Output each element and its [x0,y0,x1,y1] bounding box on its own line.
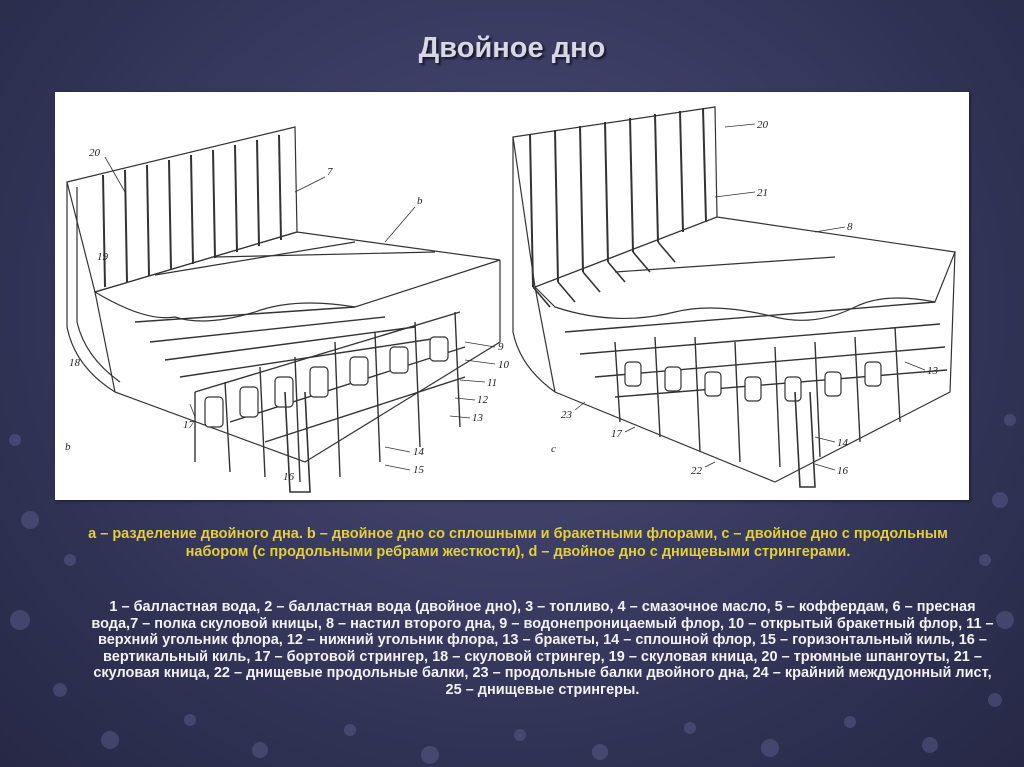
left-structure-drawing [67,127,500,492]
figure-caption: a – разделение двойного дна. b – двойное дно со сплошными и бракетными флорами, c – двойное дно с продольным набором (с продольными ребрами жесткости), d – двойное дно с днищевыми стрингерами. [88,526,948,560]
label-8: 8 [847,221,853,233]
label-15: 15 [413,464,424,476]
label-19: 19 [97,251,108,263]
label-10: 10 [498,359,509,371]
label-20-left: 20 [89,147,100,159]
slide-title: Двойное дно [418,32,606,64]
label-22: 22 [691,465,702,477]
double-bottom-drawing [55,92,969,500]
label-17-left: 17 [183,419,194,431]
label-23: 23 [561,409,572,421]
label-12: 12 [477,394,488,406]
legend-text: 1 – балластная вода, 2 – балластная вода (двойное дно), 3 – топливо, 4 – смазочное масло, 5 – коффердам, 6 – пресная вода,7 – полка скуловой кницы, 8 – настил второго дна, 9 – водонепроницаемый флор, 10 – открытый бракетный флор, 11 – верхний угольник флора, 12 – нижний угольник флора, 13 – бракеты, 14 – сплошной флор, 15 – горизонтальный киль, 16 – вертикальный киль, 17 – бортовой стрингер, 18 – скуловой стрингер, 19 – скуловая кница, 20 – трюмные шпангоуты, 21 – скуловая кница, 22 – днищевые продольные балки, 23 – продольные балки двойного дна, 24 – крайний междудонный лист, 25 – днищевые стрингеры. [91,599,994,698]
label-11: 11 [487,377,498,389]
label-9: 9 [498,341,504,353]
label-7: 7 [327,166,333,178]
label-18: 18 [69,357,80,369]
label-b-corner: b [65,441,71,453]
label-21: 21 [757,187,768,199]
figure-labels [65,119,939,483]
label-14-left: 14 [413,446,424,458]
label-13-left: 13 [472,412,483,424]
label-16-left: 16 [283,471,294,483]
label-20-right: 20 [757,119,768,131]
label-17-right: 17 [611,428,622,440]
label-16-right: 16 [837,465,848,477]
label-b-top: b [417,195,423,207]
right-structure-drawing [513,107,955,487]
double-bottom-figure [55,92,969,500]
label-13-right: 13 [927,365,938,377]
label-14-right: 14 [837,437,848,449]
label-c: c [551,443,556,455]
